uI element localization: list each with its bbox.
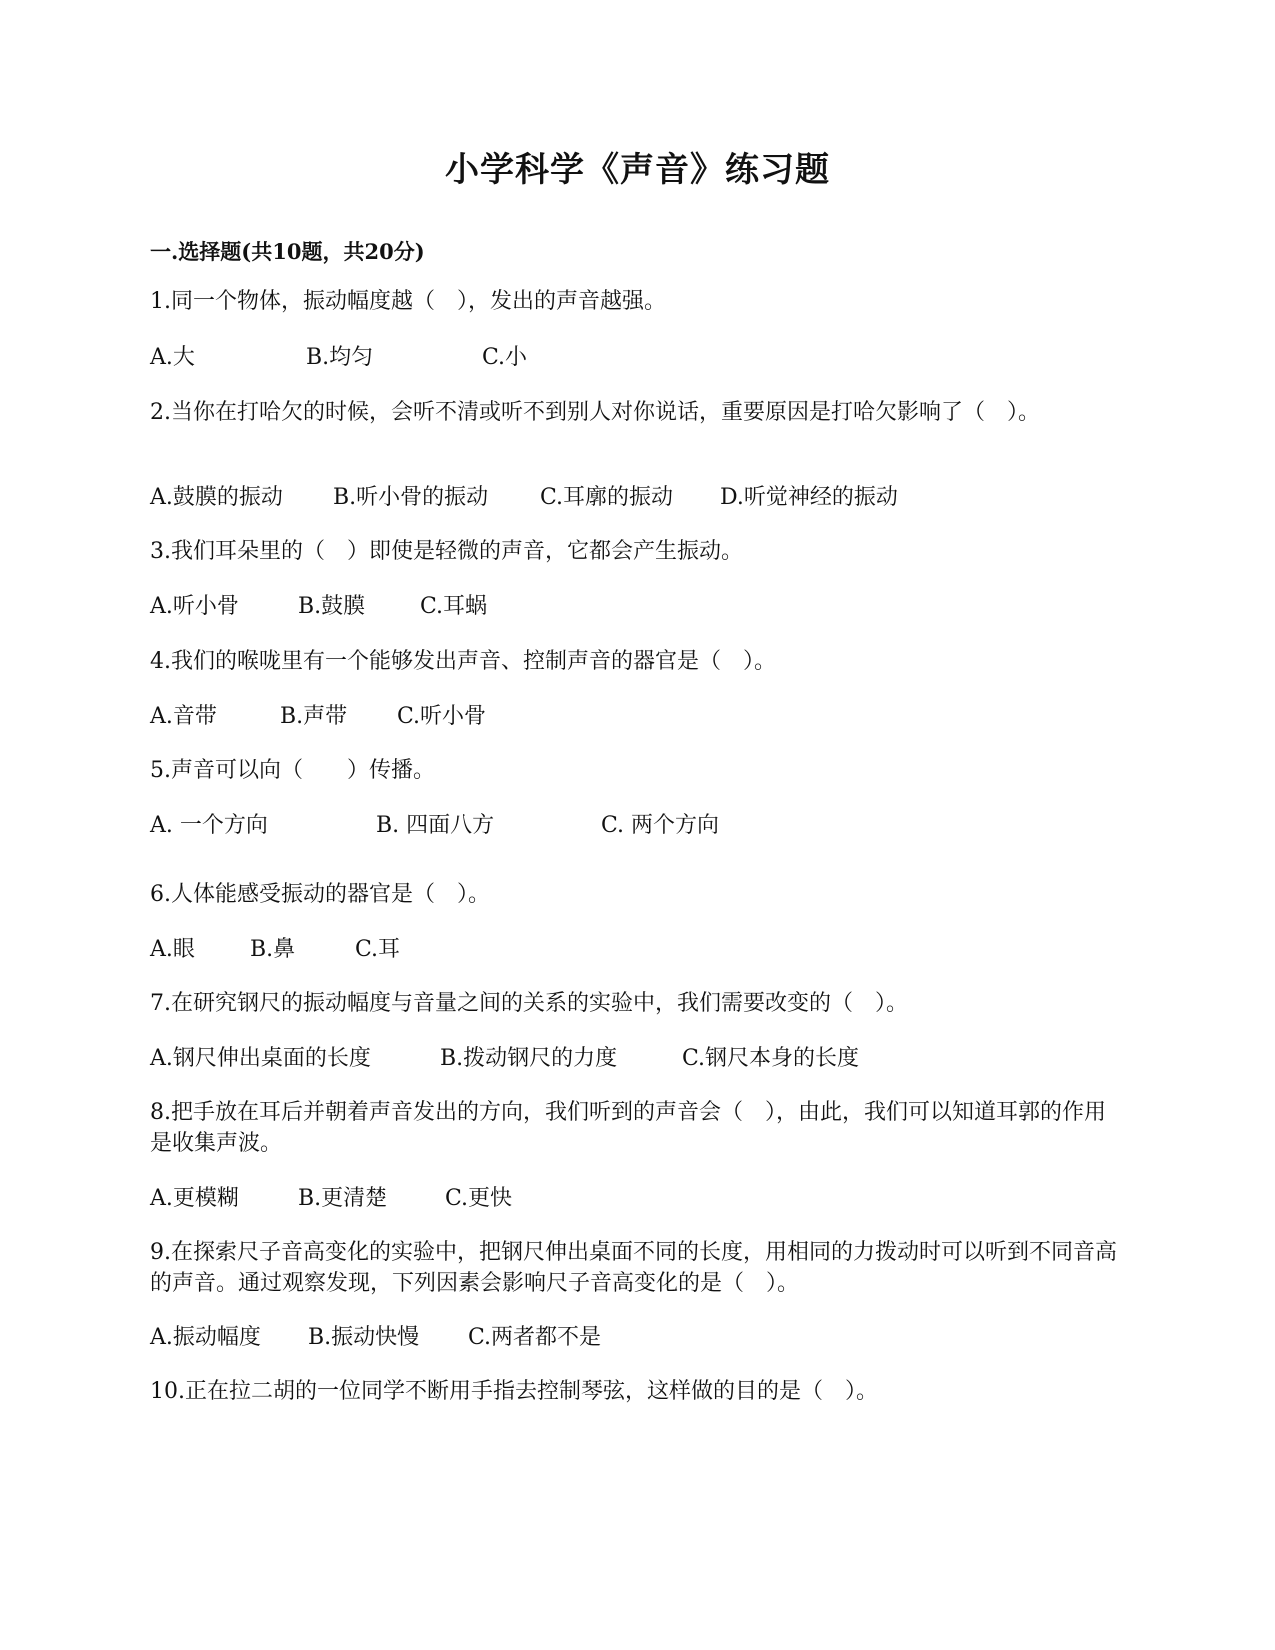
question-2-text: 2.当你在打哈欠的时候，会听不清或听不到别人对你说话，重要原因是打哈欠影响了（ ）。 [150,400,1040,425]
option-a: A. 一个方向 [150,813,268,838]
option-c: C.耳 [355,937,401,962]
option-a: A.振动幅度 [150,1325,261,1350]
option-c: C. 两个方向 [601,813,720,838]
option-c: C.耳廓的振动 [540,485,674,510]
option-b: B.拨动钢尺的力度 [440,1046,618,1071]
option-a: A.更模糊 [150,1186,239,1211]
question-3-text: 3.我们耳朵里的（ ）即使是轻微的声音，它都会产生振动。 [150,539,743,564]
question-6-text: 6.人体能感受振动的器官是（ ）。 [150,882,490,907]
option-b: B.均匀 [306,345,374,370]
question-5-text: 5.声音可以向（ ）传播。 [150,758,435,783]
option-a: A.大 [150,345,195,370]
option-b: B.更清楚 [298,1186,388,1211]
option-a: A.鼓膜的振动 [150,485,283,510]
option-a: A.听小骨 [150,594,239,619]
question-7-text: 7.在研究钢尺的振动幅度与音量之间的关系的实验中，我们需要改变的（ ）。 [150,991,908,1016]
option-c: C.两者都不是 [468,1325,602,1350]
option-b: B.鼻 [250,937,296,962]
option-b: B.鼓膜 [298,594,366,619]
option-a: A.眼 [150,937,195,962]
option-c: C.钢尺本身的长度 [682,1046,860,1071]
option-d: D.听觉神经的振动 [720,485,898,510]
option-b: B. 四面八方 [376,813,495,838]
option-a: A.音带 [150,704,217,729]
option-b: B.振动快慢 [308,1325,420,1350]
option-c: C.更快 [445,1186,513,1211]
option-c: C.小 [482,345,528,370]
option-c: C.听小骨 [397,704,487,729]
option-a: A.钢尺伸出桌面的长度 [150,1046,371,1071]
question-9-text: 9.在探索尺子音高变化的实验中，把钢尺伸出桌面不同的长度，用相同的力拨动时可以听到不同音高的声音。通过观察发现，下列因素会影响尺子音高变化的是（ ）。 [150,1240,1117,1296]
option-b: B.声带 [280,704,348,729]
option-b: B.听小骨的振动 [333,485,489,510]
page-title: 小学科学《声音》练习题 [445,150,830,190]
question-1-text: 1.同一个物体，振动幅度越（ ），发出的声音越强。 [150,289,666,314]
question-8-text: 8.把手放在耳后并朝着声音发出的方向，我们听到的声音会（ ），由此，我们可以知道耳郭的作用是收集声波。 [150,1100,1106,1156]
section-heading: 一.选择题(共10题，共20分) [150,239,425,264]
question-10-text: 10.正在拉二胡的一位同学不断用手指去控制琴弦，这样做的目的是（ ）。 [150,1379,878,1404]
question-4-text: 4.我们的喉咙里有一个能够发出声音、控制声音的器官是（ ）。 [150,649,776,674]
option-c: C.耳蜗 [420,594,488,619]
